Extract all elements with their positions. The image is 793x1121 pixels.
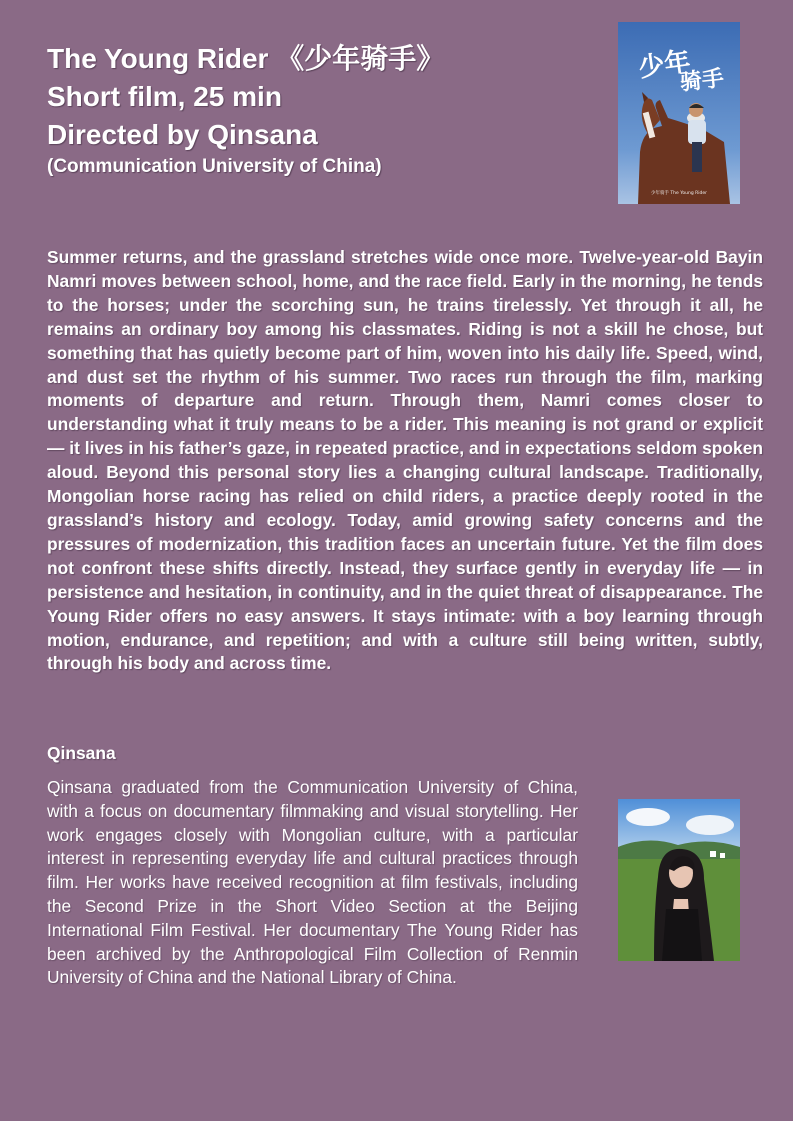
film-director: Directed by Qinsana <box>47 119 318 150</box>
film-synopsis: Summer returns, and the grassland stretches wide once more. Twelve-year-old Bayin Namri moves between school, home, and the race field. Early in the morning, he tends to the horses; under the scorching sun, he trains tirelessly. Yet through it all, he remains an ordinary boy among his classmates. Riding is not a skill he chose, but something that has quietly become part of him, woven into his daily life. Speed, wind, and dust set the rhythm of his summer. Two races run through the film, marking moments of departure and return. Through them, Namri comes closer to understanding what it truly means to be a rider. This meaning is not grand or explicit — it lives in his father’s gaze, in repeated practice, and in expectations seldom spoken aloud. Beyond this personal story lies a changing cultural landscape. Traditionally, Mongolian horse racing has relied on child riders, a practice deeply rooted in the grassland’s history and ecology. Today, amid growing safety concerns and the pressures of modernization, this tradition faces an uncertain future. Yet the film does not confront these shifts directly. Instead, they surface gently in everyday life — in persistence and hesitation, in continuity, and in the quiet threat of disappearance. The Young Rider offers no easy answers. It stays intimate: with a boy learning through motion, endurance, and repetition; and with a culture still being written, subtly, through his body and across time. <box>47 247 763 674</box>
poster-image <box>618 22 740 204</box>
poster-calligraphy: 少年 <box>636 46 693 84</box>
film-poster <box>618 22 740 204</box>
poster-caption: 少年骑手 The Young Rider <box>651 191 707 196</box>
portrait-image <box>618 799 740 961</box>
poster-calligraphy-2: 骑手 <box>678 65 726 96</box>
film-header <box>47 40 587 180</box>
director-portrait <box>618 799 740 961</box>
film-format: Short film, 25 min <box>47 81 282 112</box>
director-affiliation: (Communication University of China) <box>47 156 382 177</box>
bio-paragraph: Qinsana graduated from the Communication University of China, with a focus on documentary filmmaking and visual storytelling. Her work engages closely with Mongolian culture, with a particular interest in representing everyday life and cultural practices through film. Her works have received recognition at film festivals, including the Second Prize in the Short Video Section at the Beijing International Film Festival. Her documentary The Young Rider has been archived by the Anthropological Film Collection of Renmin University of China and the National Library of China. <box>47 777 578 988</box>
bio-heading: Qinsana <box>47 743 116 763</box>
film-title: The Young Rider 《少年骑手》 <box>47 43 445 74</box>
